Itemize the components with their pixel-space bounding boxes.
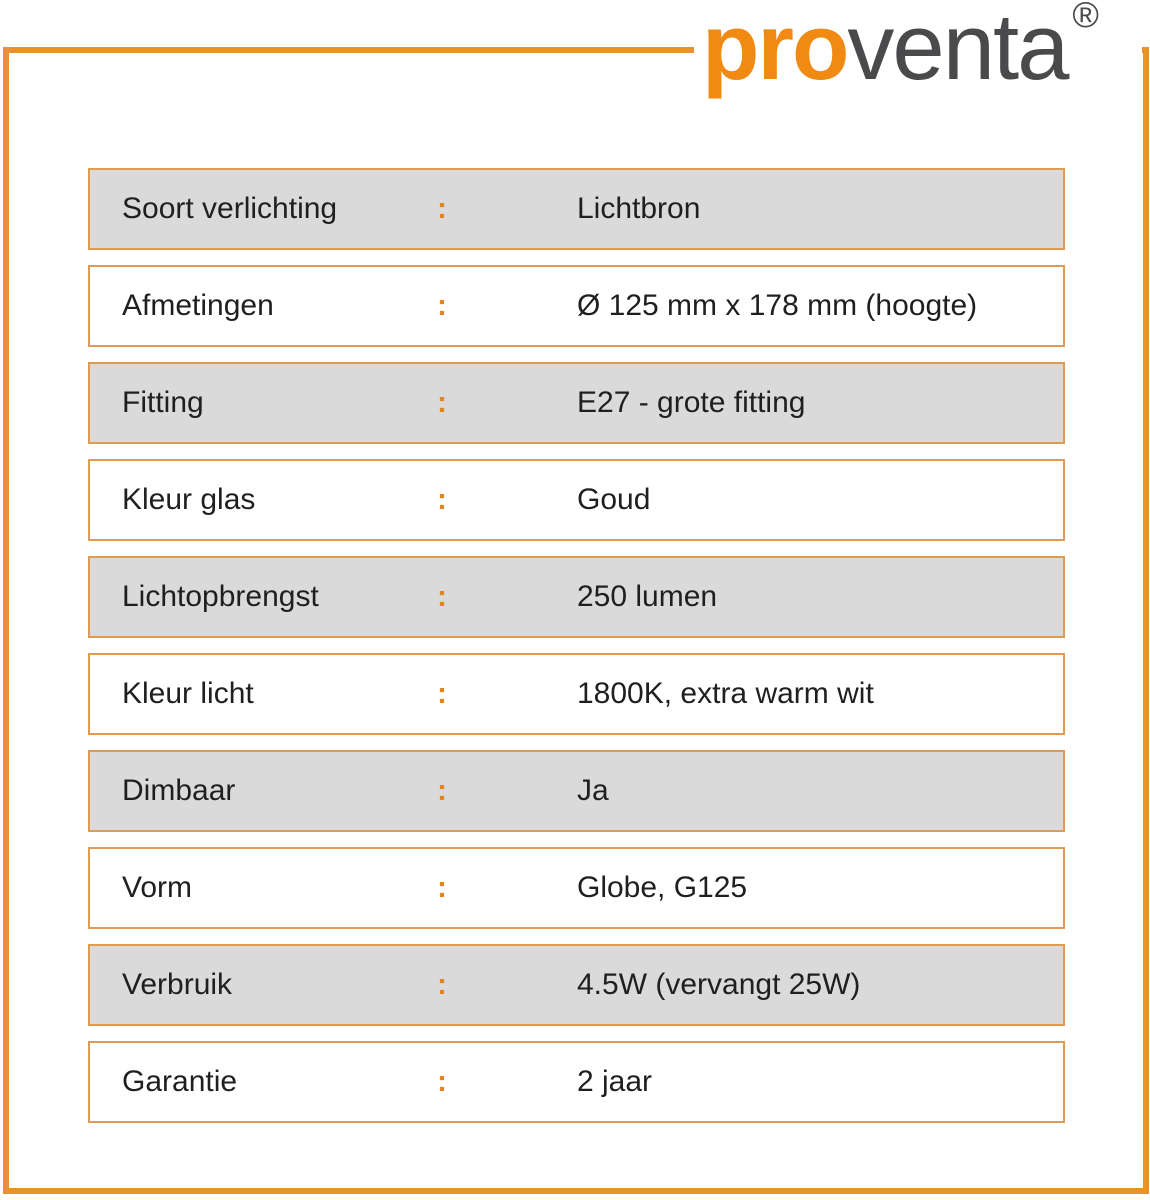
spec-value: Ja <box>577 774 609 807</box>
spec-label: Verbruik <box>122 968 233 1001</box>
colon-separator: : <box>437 580 447 613</box>
spec-row-soort-verlichting <box>88 168 1065 250</box>
spec-label: Afmetingen <box>122 289 274 322</box>
spec-row-kleur-licht <box>88 653 1065 735</box>
spec-row-afmetingen <box>88 265 1065 347</box>
spec-row-kleur-glas <box>88 459 1065 541</box>
registered-trademark-symbol: ® <box>1072 0 1099 35</box>
spec-value: 2 jaar <box>577 1065 653 1098</box>
brand-logo <box>702 0 1099 122</box>
spec-value: 1800K, extra warm wit <box>577 677 874 710</box>
spec-value: 4.5W (vervangt 25W) <box>577 968 861 1001</box>
spec-value: Goud <box>577 483 651 516</box>
spec-value: Lichtbron <box>577 192 701 225</box>
colon-separator: : <box>437 289 447 322</box>
colon-separator: : <box>437 871 447 904</box>
spec-label: Garantie <box>122 1065 238 1098</box>
colon-separator: : <box>437 483 447 516</box>
spec-value: Ø 125 mm x 178 mm (hoogte) <box>577 289 978 322</box>
spec-label: Vorm <box>122 871 193 904</box>
spec-value: E27 - grote fitting <box>577 386 806 419</box>
colon-separator: : <box>437 192 447 225</box>
colon-separator: : <box>437 386 447 419</box>
spec-value: Globe, G125 <box>577 871 748 904</box>
spec-value: 250 lumen <box>577 580 718 613</box>
colon-separator: : <box>437 968 447 1001</box>
spec-row-verbruik <box>88 944 1065 1026</box>
colon-separator: : <box>437 677 447 710</box>
spec-label: Dimbaar <box>122 774 236 807</box>
colon-separator: : <box>437 1065 447 1098</box>
spec-table <box>88 168 1065 1138</box>
logo-pro-text: pro <box>702 0 848 99</box>
spec-row-vorm <box>88 847 1065 929</box>
spec-label: Kleur licht <box>122 677 254 710</box>
spec-label: Kleur glas <box>122 483 256 516</box>
logo-venta-text: venta <box>847 0 1068 99</box>
spec-label: Lichtopbrengst <box>122 580 319 613</box>
spec-row-dimbaar <box>88 750 1065 832</box>
spec-row-fitting <box>88 362 1065 444</box>
spec-row-lichtopbrengst <box>88 556 1065 638</box>
spec-label: Fitting <box>122 386 204 419</box>
spec-label: Soort verlichting <box>122 192 338 225</box>
spec-row-garantie <box>88 1041 1065 1123</box>
colon-separator: : <box>437 774 447 807</box>
